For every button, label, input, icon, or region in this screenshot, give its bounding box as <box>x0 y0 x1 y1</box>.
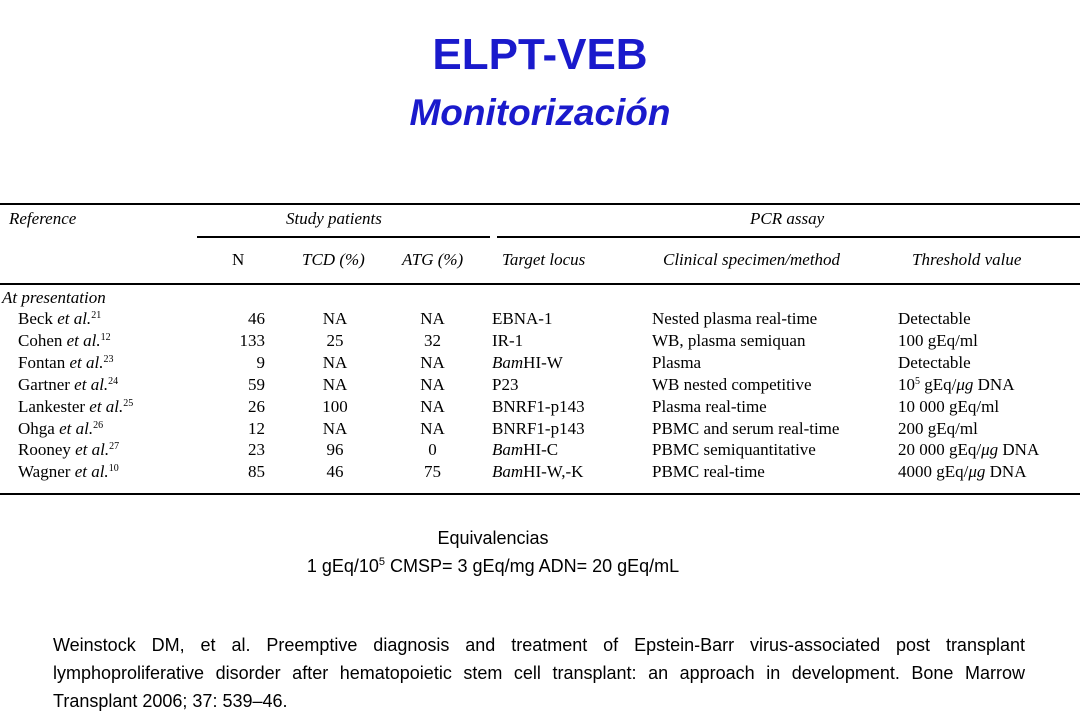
thr-mu: μg <box>981 440 999 460</box>
section-at-presentation: At presentation <box>2 288 106 307</box>
target-italic: Bam <box>492 440 524 460</box>
target-post: HI-W <box>523 352 563 372</box>
cell-reference <box>18 462 119 482</box>
cell-specimen: WB nested competitive <box>652 374 812 394</box>
cell-reference <box>18 440 119 460</box>
target-italic: Bam <box>492 352 524 372</box>
ref-number: 27 <box>109 441 120 453</box>
cell-atg: NA <box>420 309 445 328</box>
cell-tcd: 25 <box>326 330 344 350</box>
ref-number: 10 <box>108 463 119 475</box>
cell-tcd: NA <box>322 418 348 438</box>
cell-specimen: Plasma <box>652 352 702 372</box>
ref-etal: et al. <box>75 440 110 460</box>
cell-n: 12 <box>248 418 265 438</box>
cell-tcd: NA <box>322 309 348 328</box>
cell-target-locus <box>492 419 585 439</box>
thr-mu: μg <box>956 374 974 394</box>
cell-n: 59 <box>248 374 265 394</box>
cell-atg: 75 <box>424 462 441 482</box>
cell-tcd: NA <box>322 374 348 394</box>
equivalences-line-pre: 1 gEq/10 <box>306 556 379 576</box>
cell-specimen: WB, plasma semiquan <box>652 330 806 350</box>
header-bottom-rule <box>0 283 1080 285</box>
ref-etal: et al. <box>57 309 92 328</box>
study-patients-rule <box>197 236 490 238</box>
cell-threshold <box>898 440 1039 460</box>
cell-specimen: PBMC real-time <box>652 462 765 482</box>
cell-reference <box>18 331 111 351</box>
cell-specimen: Nested plasma real-time <box>652 309 818 328</box>
cell-atg: 0 <box>428 440 437 460</box>
cell-target-locus <box>492 397 585 417</box>
thr-end: DNA <box>973 374 1015 394</box>
cell-target-locus <box>492 462 583 482</box>
cell-atg: NA <box>420 396 445 416</box>
thr-mu: μg <box>968 462 986 482</box>
pcr-assay-rule <box>497 236 1080 238</box>
cell-reference <box>18 419 103 439</box>
ref-number: 12 <box>100 331 111 343</box>
thr-end: DNA <box>985 462 1027 482</box>
ref-author: Ohga <box>18 418 55 438</box>
ref-number: 24 <box>108 375 119 387</box>
cell-n: 26 <box>248 396 265 416</box>
header-reference: Reference <box>9 209 77 228</box>
thr-pre: 10 000 gEq/ml <box>898 396 1000 416</box>
cell-target-locus <box>492 375 518 395</box>
cell-atg: NA <box>420 374 445 394</box>
cell-tcd: 100 <box>322 396 348 416</box>
equivalences-line-post: CMSP= 3 gEq/mg ADN= 20 gEq/mL <box>385 556 680 576</box>
ref-number: 23 <box>103 353 114 365</box>
cell-atg: NA <box>420 418 445 438</box>
thr-pre: 20 000 gEq/ <box>898 440 982 460</box>
target-post: IR-1 <box>492 330 524 350</box>
thr-pre: 100 gEq/ml <box>898 330 978 350</box>
thr-pre: 200 gEq/ml <box>898 418 978 438</box>
col-n: N <box>232 250 245 269</box>
ref-etal: et al. <box>66 330 101 350</box>
col-atg: ATG (%) <box>402 250 464 269</box>
pcr-monitoring-table <box>0 195 1080 497</box>
col-target-locus: Target locus <box>502 250 586 269</box>
ref-author: Gartner <box>18 374 70 394</box>
cell-n: 9 <box>256 352 265 372</box>
cell-n: 46 <box>248 309 265 328</box>
col-tcd: TCD (%) <box>302 250 365 269</box>
slide-subtitle: Monitorización <box>409 92 671 133</box>
thr-post: gEq/ <box>920 374 957 394</box>
ref-author: Beck <box>18 309 53 328</box>
cell-threshold <box>898 309 971 329</box>
cell-threshold <box>898 419 978 439</box>
cell-threshold <box>898 375 1015 395</box>
equivalences-heading: Equivalencias <box>437 528 549 548</box>
cell-tcd: NA <box>322 352 348 372</box>
cell-target-locus <box>492 440 558 460</box>
target-post: EBNA-1 <box>492 309 553 328</box>
citation: Weinstock DM, et al. Preemptive diagnosis and treatment of Epstein-Barr virus-associated post transplant lymphoproliferative disorder after hematopoietic stem cell transplant: an approach in development. Bone Marrow Transplant 2006; 37: 539–46. <box>53 635 1025 711</box>
ref-etal: et al. <box>74 462 109 482</box>
cell-tcd: 46 <box>326 462 344 482</box>
target-post: HI-W,-K <box>523 462 584 482</box>
cell-target-locus <box>492 331 523 351</box>
cell-specimen: Plasma real-time <box>652 396 767 416</box>
cell-threshold <box>898 397 999 417</box>
cell-reference <box>18 309 101 329</box>
cell-n: 23 <box>248 440 265 460</box>
ref-etal: et al. <box>59 418 94 438</box>
table-top-rule <box>0 203 1080 205</box>
cell-specimen: PBMC semiquantitative <box>652 440 816 460</box>
equivalences-line-sup: 5 <box>378 556 386 568</box>
header-study-patients: Study patients <box>286 209 382 228</box>
ref-etal: et al. <box>69 352 104 372</box>
ref-number: 21 <box>91 310 102 321</box>
cell-target-locus <box>492 353 563 373</box>
header-pcr-assay: PCR assay <box>750 209 825 228</box>
col-clinical-specimen: Clinical specimen/method <box>663 250 841 269</box>
cell-reference <box>18 353 113 373</box>
ref-author: Wagner <box>18 462 71 482</box>
cell-target-locus <box>492 309 552 329</box>
ref-author: Fontan <box>18 352 66 372</box>
cell-atg: NA <box>420 352 445 372</box>
thr-pre: 10 <box>898 374 915 394</box>
thr-pre: Detectable <box>898 309 971 328</box>
cell-n: 133 <box>239 330 265 350</box>
target-post: BNRF1-p143 <box>492 418 585 438</box>
cell-reference <box>18 375 118 395</box>
cell-threshold <box>898 462 1027 482</box>
ref-author: Cohen <box>18 330 63 350</box>
cell-reference <box>18 397 133 417</box>
ref-etal: et al. <box>89 396 124 416</box>
thr-sup: 5 <box>915 375 920 387</box>
table-bottom-rule <box>0 493 1080 495</box>
thr-pre: 4000 gEq/ <box>898 462 969 482</box>
ref-author: Lankester <box>18 396 86 416</box>
col-threshold: Threshold value <box>912 250 1022 269</box>
target-italic: Bam <box>492 462 524 482</box>
ref-author: Rooney <box>18 440 71 460</box>
target-post: P23 <box>492 374 519 394</box>
cell-n: 85 <box>248 462 265 482</box>
cell-threshold <box>898 331 978 351</box>
target-post: BNRF1-p143 <box>492 396 585 416</box>
cell-atg: 32 <box>424 330 441 350</box>
target-post: HI-C <box>523 440 559 460</box>
cell-threshold <box>898 353 971 373</box>
thr-end: DNA <box>998 440 1040 460</box>
ref-number: 25 <box>123 397 134 409</box>
cell-tcd: 96 <box>326 440 344 460</box>
equivalences-line <box>0 556 986 577</box>
slide-title: ELPT-VEB <box>432 30 648 79</box>
thr-pre: Detectable <box>898 352 971 372</box>
ref-etal: et al. <box>74 374 109 394</box>
cell-specimen: PBMC and serum real-time <box>652 418 840 438</box>
ref-number: 26 <box>93 419 104 431</box>
